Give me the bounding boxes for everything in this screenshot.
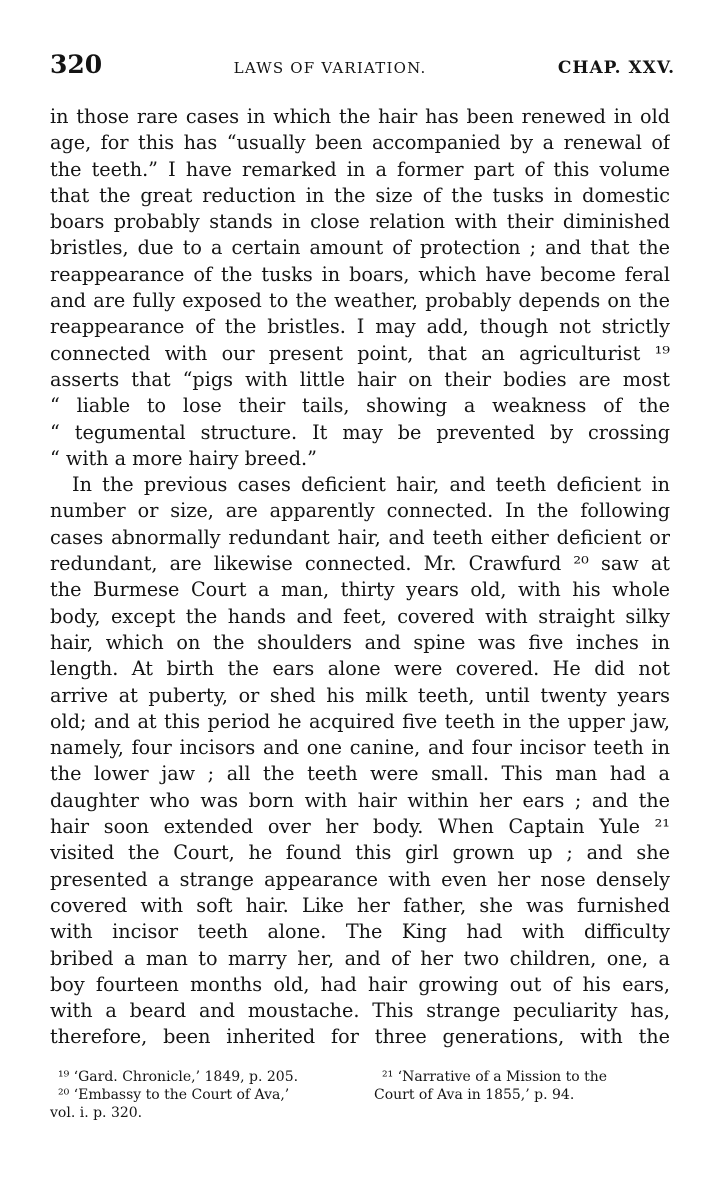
page-number: 320 — [50, 50, 103, 79]
text-line: “ tegumental structure. It may be prevented by crossing — [50, 420, 670, 444]
text-line: with incisor teeth alone. The King had with difficulty — [50, 920, 670, 944]
text-line: the teeth.” I have remarked in a former part of this volume — [50, 157, 670, 181]
text-line: redundant, are likewise connected. Mr. Crawfurd ²⁰ saw at — [50, 552, 670, 576]
text-line: old; and at this period he acquired five teeth in the upper jaw, — [50, 709, 670, 733]
text-line: boars probably stands in close relation with their diminished — [50, 210, 670, 234]
text-line: body, except the hands and feet, covered with straight silky — [50, 604, 670, 628]
text-line: length. At birth the ears alone were covered. He did not — [50, 657, 670, 681]
text-line: presented a strange appearance with even her nose densely — [50, 867, 670, 891]
text-line: bristles, due to a certain amount of protection ; and that the — [50, 236, 670, 260]
text-line: reappearance of the bristles. I may add, though not strictly — [50, 315, 670, 339]
footnote-19: ¹⁹ ‘Gard. Chronicle,’ 1849, p. 205. — [58, 1069, 299, 1085]
text-line: number or size, are apparently connected. In the following — [50, 499, 670, 523]
footnote-21-continued: Court of Ava in 1855,’ p. 94. — [374, 1087, 575, 1103]
text-line: bribed a man to marry her, and of her two children, one, a — [50, 946, 670, 970]
footnotes-left-column — [50, 1068, 360, 1122]
footnotes-right-column — [360, 1068, 670, 1122]
body-text — [50, 104, 670, 1051]
text-line: daughter who was born with hair within her ears ; and the — [50, 788, 670, 812]
text-line: “ liable to lose their tails, showing a weakness of the — [50, 394, 670, 418]
text-line: in those rare cases in which the hair has been renewed in old — [50, 105, 670, 128]
running-title: LAWS OF VARIATION. — [233, 59, 427, 77]
text-line: hair, which on the shoulders and spine was five inches in — [50, 630, 670, 654]
text-line: “ with a more hairy breed.” — [50, 446, 317, 470]
text-line: boy fourteen months old, had hair growing out of his ears, — [50, 972, 670, 996]
text-line: hair soon extended over her body. When Captain Yule ²¹ — [50, 815, 670, 839]
chapter-label: CHAP. XXV. — [557, 58, 675, 78]
text-line: namely, four incisors and one canine, and four incisor teeth in — [50, 736, 670, 760]
text-line: In the previous cases deficient hair, and teeth deficient in — [72, 473, 670, 497]
footnotes — [50, 1068, 670, 1122]
text-line: connected with our present point, that an agriculturist ¹⁹ — [50, 341, 670, 365]
footnote-21: ²¹ ‘Narrative of a Mission to the — [382, 1069, 608, 1085]
text-line: age, for this has “usually been accompanied by a renewal of — [50, 131, 670, 155]
footnote-20: ²⁰ ‘Embassy to the Court of Ava,’ — [58, 1087, 290, 1103]
text-line: therefore, been inherited for three generations, with the — [50, 1025, 670, 1049]
text-line: and are fully exposed to the weather, probably depends on the — [50, 289, 670, 313]
text-line: visited the Court, he found this girl grown up ; and she — [50, 841, 670, 865]
footnote-20-continued: vol. i. p. 320. — [50, 1105, 143, 1121]
text-line: with a beard and moustache. This strange peculiarity has, — [50, 999, 670, 1023]
text-line: covered with soft hair. Like her father, she was furnished — [50, 893, 670, 917]
text-line: that the great reduction in the size of the tusks in domestic — [50, 183, 670, 207]
text-line: the lower jaw ; all the teeth were small. This man had a — [50, 762, 670, 786]
text-line: asserts that “pigs with little hair on their bodies are most — [50, 367, 670, 391]
text-line: arrive at puberty, or shed his milk teeth, until twenty years — [50, 683, 670, 707]
text-line: reappearance of the tusks in boars, which have become feral — [50, 262, 670, 286]
text-line: the Burmese Court a man, thirty years old, with his whole — [50, 578, 670, 602]
page-header — [50, 50, 675, 90]
text-line: cases abnormally redundant hair, and teeth either deficient or — [50, 525, 670, 549]
